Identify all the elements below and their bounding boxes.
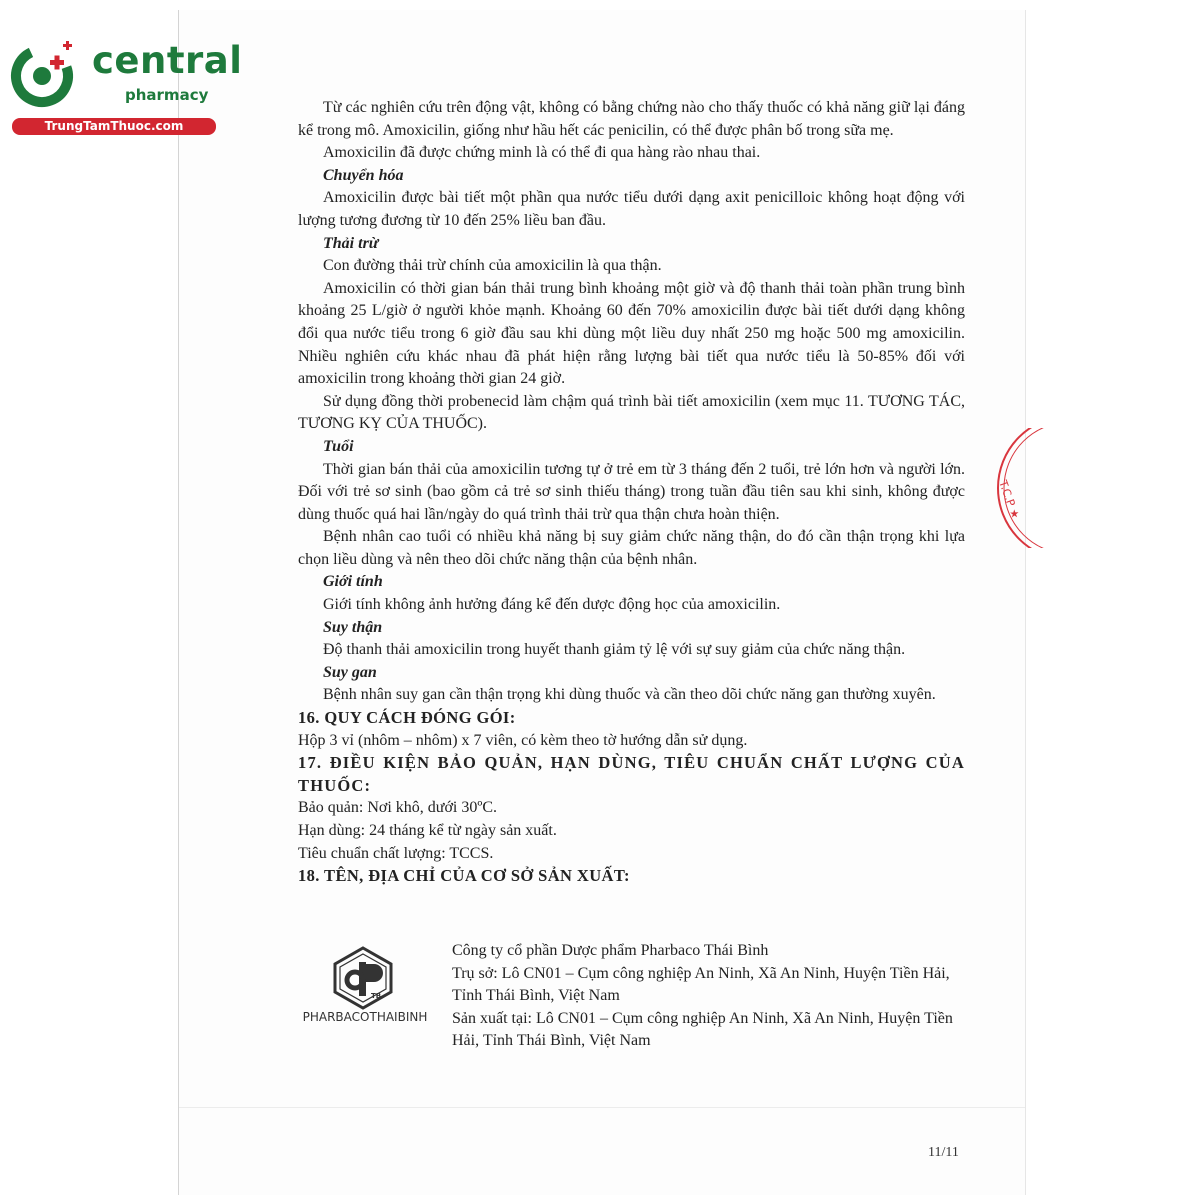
body-paragraph: Giới tính không ảnh hưởng đáng kể đến dược động học của amoxicilin.	[323, 596, 781, 614]
body-paragraph: Thời gian bán thải của amoxicilin tương tự ở trẻ em từ 3 tháng đến 2 tuổi, trẻ lớn hơn và người lớn. Đối với trẻ sơ sinh (bao gồm cả trẻ sơ sinh thiếu tháng) trong tuần đầu tiên sau khi sinh, không được dùng thuốc quá hai lần/ngày do quá trình thải trừ qua thận chưa hoàn thiện.	[298, 460, 965, 523]
manufacturer-logo-label: PHARBACOTHAIBINH	[302, 1010, 428, 1024]
body-paragraph: Bệnh nhân cao tuổi có nhiều khả năng bị suy giảm chức năng thận, do đó cần thận trọng khi lựa chọn liều dùng và nên theo dõi chức năng thận của bệnh nhân.	[298, 528, 965, 568]
subsection-heading: Tuổi	[323, 437, 354, 455]
subsection-heading: Chuyển hóa	[323, 166, 404, 184]
body-paragraph: Từ các nghiên cứu trên động vật, không có bằng chứng nào cho thấy thuốc có khả năng giữ lại đáng kể trong mô. Amoxicilin, giống như hầu hết các penicilin, có thể được phân bố trong sữa mẹ.	[298, 99, 965, 139]
company-stamp-icon	[975, 428, 1055, 548]
body-paragraph: Amoxicilin được bài tiết một phần qua nước tiểu dưới dạng axit penicilloic không hoạt động với lượng tương đương từ 10 đến 25% liều ban đầu.	[298, 189, 965, 229]
body-paragraph: Sử dụng đồng thời probenecid làm chậm quá trình bài tiết amoxicilin (xem mục 11. TƯƠNG TÁC, TƯƠNG KỴ CỦA THUỐC).	[298, 392, 965, 433]
body-line: Hộp 3 vỉ (nhôm – nhôm) x 7 viên, có kèm theo tờ hướng dẫn sử dụng.	[298, 731, 748, 749]
pharbaco-logo-letters: TB	[371, 992, 382, 1000]
manufacturer-head-office: Trụ sở: Lô CN01 – Cụm công nghiệp An Ninh, Xã An Ninh, Huyện Tiền Hải, Tỉnh Thái Bình, Việt Nam	[452, 964, 950, 1005]
scan-fold-line	[179, 1107, 1025, 1108]
manufacturer-production-site: Sản xuất tại: Lô CN01 – Cụm công nghiệp An Ninh, Xã An Ninh, Huyện Tiền Hải, Tỉnh Thái Bình, Việt Nam	[452, 1009, 953, 1050]
brand-name: central	[92, 39, 243, 82]
brand-url-link[interactable]: TrungTamThuoc.com	[12, 118, 216, 135]
manufacturer-block	[295, 940, 975, 1060]
body-paragraph: Bệnh nhân suy gan cần thận trọng khi dùng thuốc và cần theo dõi chức năng gan thường xuyên.	[323, 686, 936, 704]
brand-logo[interactable]	[8, 38, 243, 138]
brand-subtitle: pharmacy	[125, 86, 209, 104]
body-line: Hạn dùng: 24 tháng kể từ ngày sản xuất.	[298, 822, 557, 839]
manufacturer-company: Công ty cổ phần Dược phẩm Pharbaco Thái Bình	[452, 942, 769, 959]
central-pharmacy-logo-icon	[8, 38, 80, 110]
section-heading: 16. QUY CÁCH ĐÓNG GÓI:	[298, 708, 516, 728]
manufacturer-details	[452, 940, 962, 1053]
body-paragraph: Độ thanh thải amoxicilin trong huyết thanh giảm tỷ lệ với sự suy giảm của chức năng thận.	[323, 641, 906, 659]
section-heading: 18. TÊN, ĐỊA CHỈ CỦA CƠ SỞ SẢN XUẤT:	[298, 866, 630, 886]
stamp-text: T.C.P ★	[996, 478, 1023, 521]
body-paragraph: Amoxicilin đã được chứng minh là có thể đi qua hàng rào nhau thai.	[323, 144, 761, 162]
subsection-heading: Thải trừ	[323, 234, 379, 252]
subsection-heading: Suy thận	[323, 618, 383, 636]
subsection-heading: Suy gan	[323, 663, 377, 681]
body-paragraph: Con đường thải trừ chính của amoxicilin là qua thận.	[323, 257, 662, 275]
body-line: Bảo quản: Nơi khô, dưới 30ºC.	[298, 799, 497, 817]
body-line: Tiêu chuẩn chất lượng: TCCS.	[298, 844, 494, 862]
document-body	[298, 97, 965, 888]
section-heading: 17. ĐIỀU KIỆN BẢO QUẢN, HẠN DÙNG, TIÊU CHUẨN CHẤT LƯỢNG CỦA THUỐC:	[298, 753, 965, 795]
page-number: 11/11	[928, 1145, 959, 1160]
pharbaco-logo-icon	[331, 946, 395, 1010]
subsection-heading: Giới tính	[323, 573, 383, 591]
body-paragraph: Amoxicilin có thời gian bán thải trung bình khoảng một giờ và độ thanh thải toàn phần trung bình khoảng 25 L/giờ ở người khỏe mạnh. Khoảng 60 đến 70% amoxicilin được bài tiết dưới dạng không đổi qua nước tiểu trong 6 giờ đầu sau khi dùng một liều duy nhất 250 mg hoặc 500 mg amoxicilin. Nhiều nghiên cứu khác nhau đã phát hiện rằng lượng bài tiết qua nước tiểu là 50-85% đối với amoxicilin trong khoảng thời gian 24 giờ.	[298, 279, 965, 388]
